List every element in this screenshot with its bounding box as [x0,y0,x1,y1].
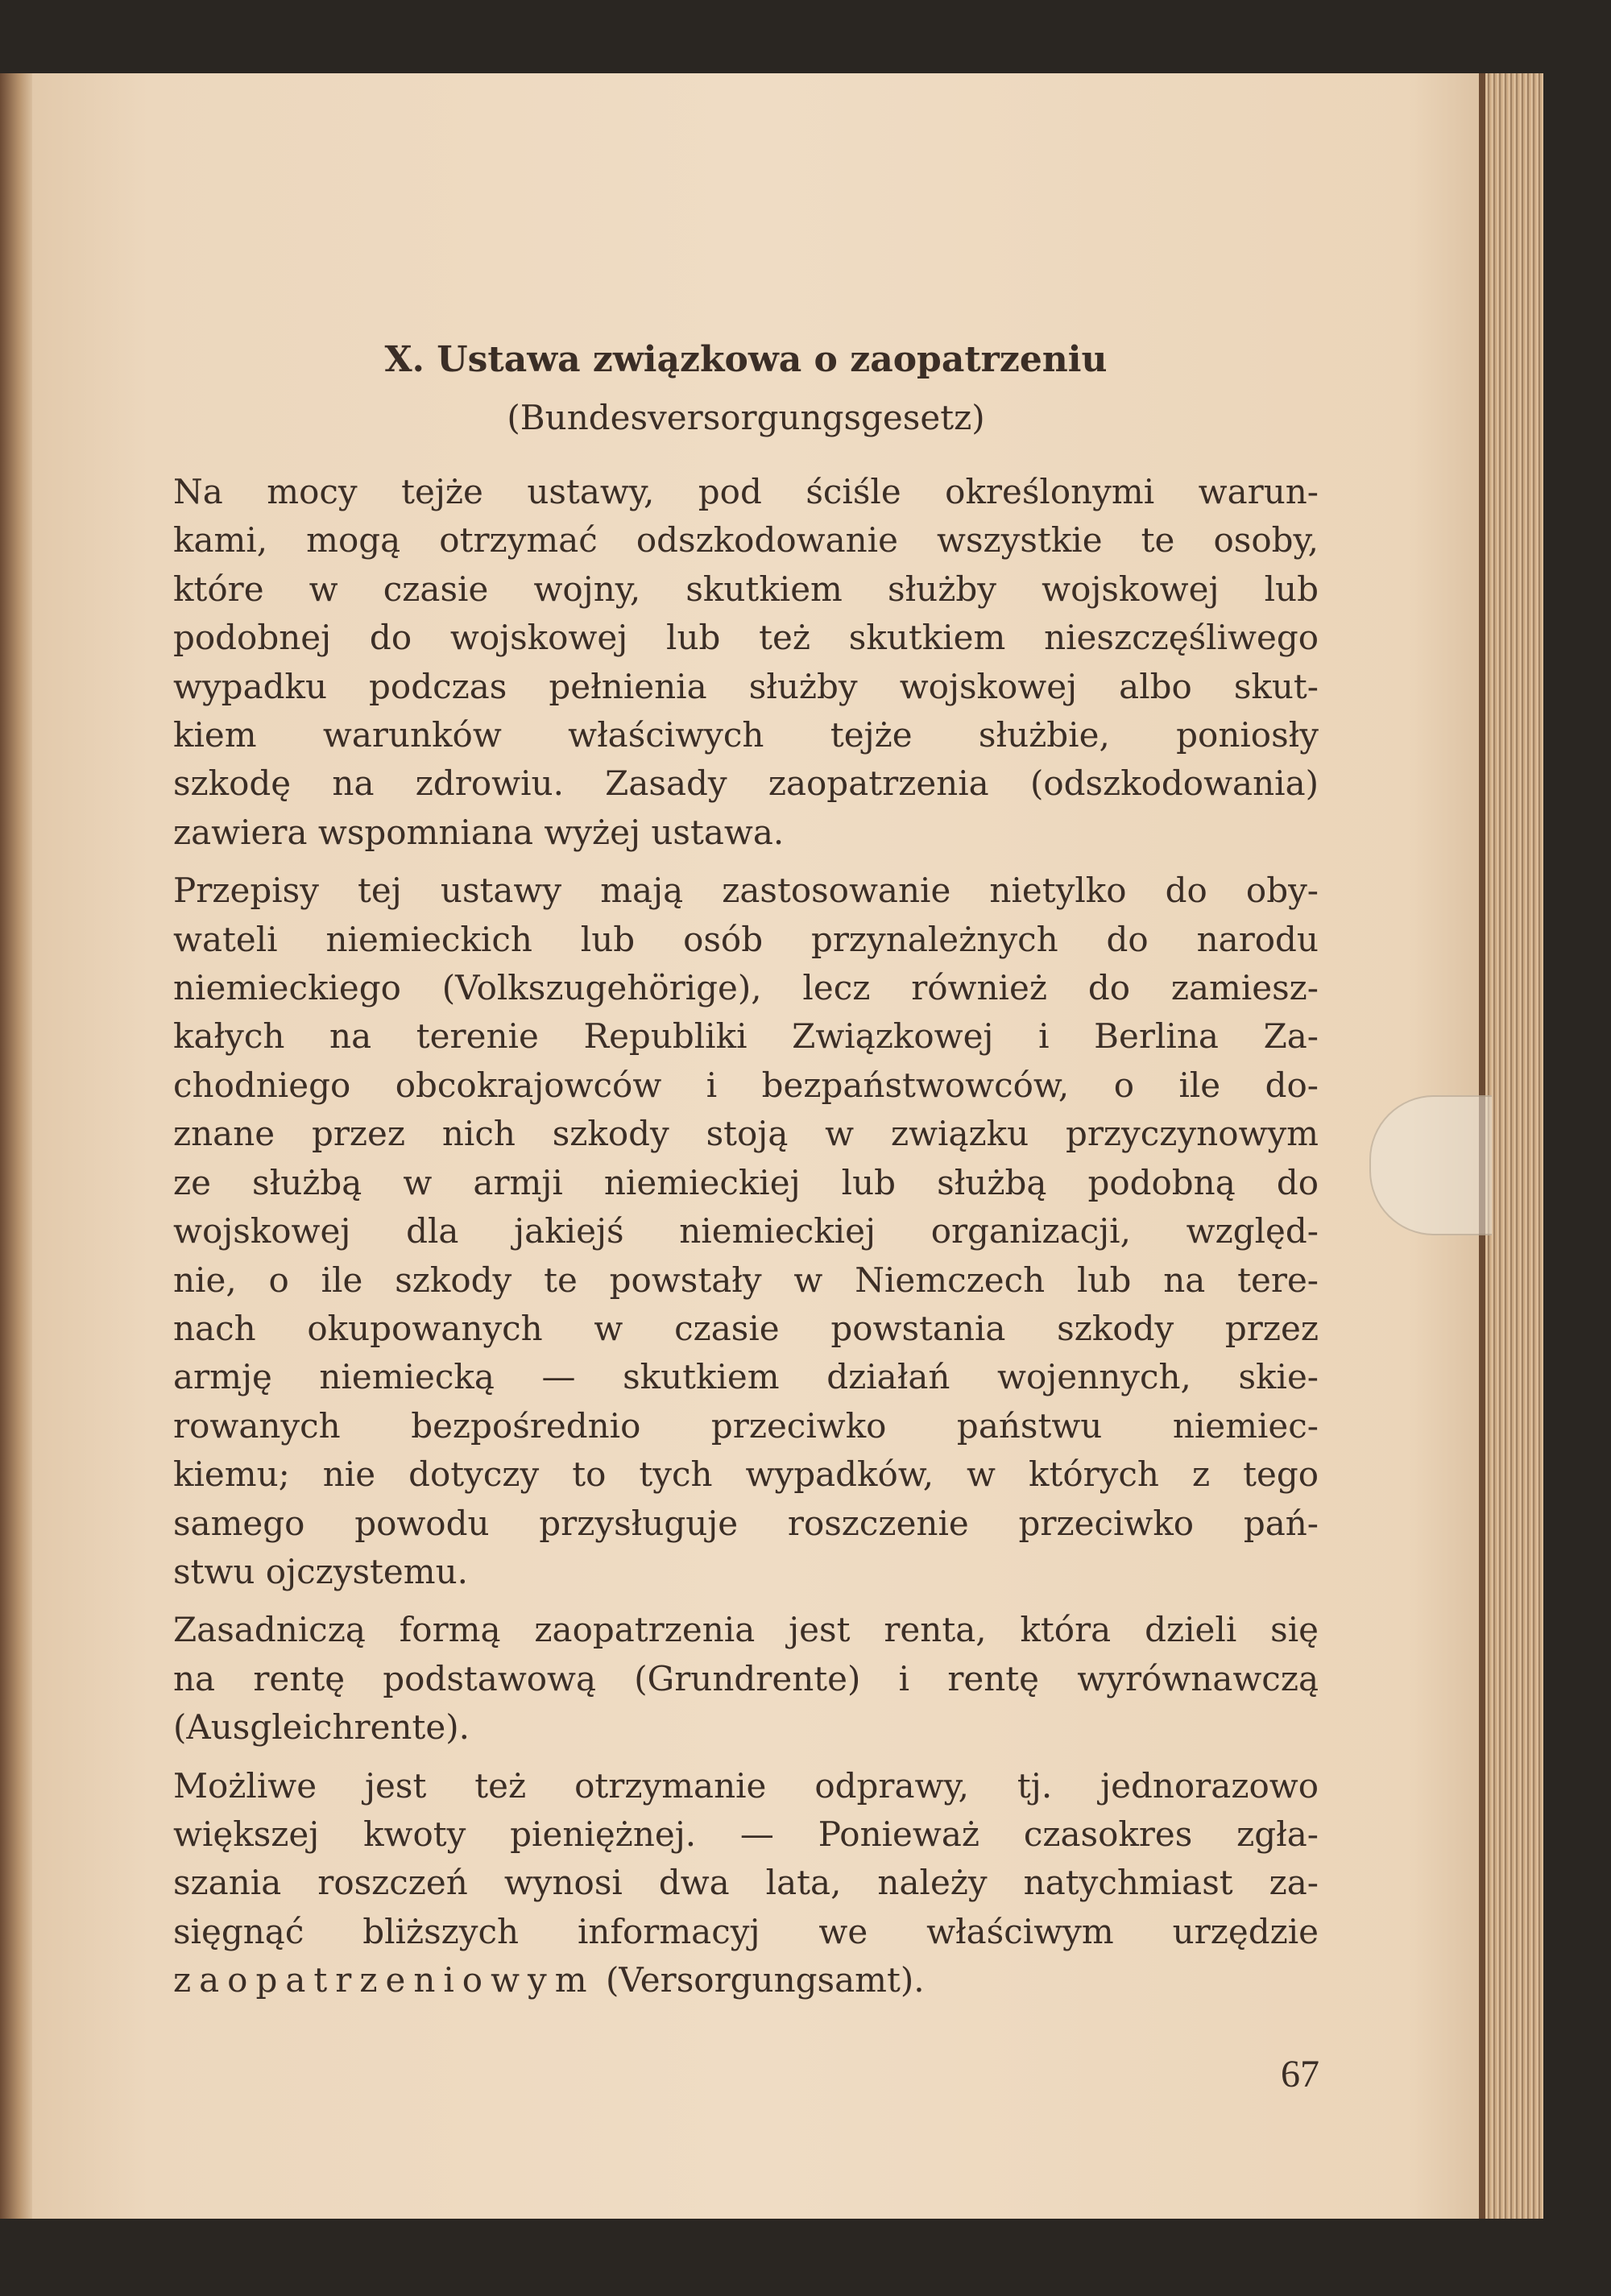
text-line: szania roszczeń wynosi dwa lata, należy natychmiast za- [173,1863,1319,1903]
text-line: znane przez nich szkody stoją w związku przyczynowym [173,1114,1319,1154]
spaced-emphasis: zaopatrzeniowym [173,1960,595,2000]
text-line: wojskowej dla jakiejś niemieckiej organizacji, względ- [173,1211,1319,1251]
chapter-title: X. Ustawa związkowa o zaopatrzeniu [384,339,1108,380]
text-line: wateli niemieckich lub osób przynależnych do narodu [173,919,1319,959]
text-line: Na mocy tejże ustawy, pod ściśle określonymi warun- [173,472,1319,511]
body-text [173,468,1319,2005]
text-line: armję niemiecką — skutkiem działań wojennych, skie- [173,1357,1319,1397]
text-line: szkodę na zdrowiu. Zasady zaopatrzenia (odszkodowania) [173,763,1319,804]
clip-bookmark [1369,1095,1492,1235]
paragraph [173,468,1319,857]
text-line: nie, o ile szkody te powstały w Niemczech lub na tere- [173,1260,1319,1300]
text-line: podobnej do wojskowej lub też skutkiem nieszczęśliwego [173,618,1319,658]
text-line: które w czasie wojny, skutkiem służby wojskowej lub [173,569,1319,609]
text-line: niemieckiego (Volkszugehörige), lecz również do zamiesz- [173,968,1319,1008]
text-line [173,1956,1319,2004]
text-line: większej kwoty pieniężnej. — Ponieważ czasokres zgła- [173,1814,1319,1854]
text-line: Zasadniczą formą zaopatrzenia jest renta, która dzieli się [173,1610,1319,1650]
text-line: Możliwe jest też otrzymanie odprawy, tj. jednorazowo [173,1765,1319,1806]
left-page-edge [0,73,32,2219]
text-line: sięgnąć bliższych informacyj we właściwym urzędzie [173,1911,1319,1951]
text-line: Przepisy tej ustawy mają zastosowanie nietylko do oby- [173,871,1319,911]
text-line: kiem warunków właściwych tejże służbie, poniosły [173,715,1319,755]
text-line: kiemu; nie dotyczy to tych wypadków, w których z tego [173,1454,1319,1495]
text-column [173,334,1319,2015]
text-line: stwu ojczystemu. [173,1551,468,1591]
text-fragment: (Versorgungsamt). [594,1960,925,2000]
text-line: chodniego obcokrajowców i bezpaństwowców, o ile do- [173,1065,1319,1105]
paragraph [173,867,1319,1596]
text-line: na rentę podstawową (Grundrente) i rentę wyrównawczą [173,1658,1319,1698]
text-line: nach okupowanych w czasie powstania szkody przez [173,1308,1319,1348]
text-line: samego powodu przysługuje roszczenie przeciwko pań- [173,1503,1319,1543]
text-line: zawiera wspomniana wyżej ustawa. [173,812,785,852]
text-line: ze służbą w armji niemieckiej lub służbą podobną do [173,1162,1319,1202]
text-line: kami, mogą otrzymać odszkodowanie wszystkie te osoby, [173,520,1319,561]
page-number: 67 [1281,2053,1319,2095]
text-line: (Ausgleichrente). [173,1707,470,1748]
paragraph [173,1606,1319,1752]
text-line: wypadku podczas pełnienia służby wojskowej albo skut- [173,666,1319,706]
text-line: kałych na terenie Republiki Związkowej i Berlina Za- [173,1016,1319,1057]
paragraph [173,1762,1319,2005]
text-line: rowanych bezpośrednio przeciwko państwu niemiec- [173,1405,1319,1446]
chapter-subtitle: (Bundesversorgungsgesetz) [507,398,985,437]
